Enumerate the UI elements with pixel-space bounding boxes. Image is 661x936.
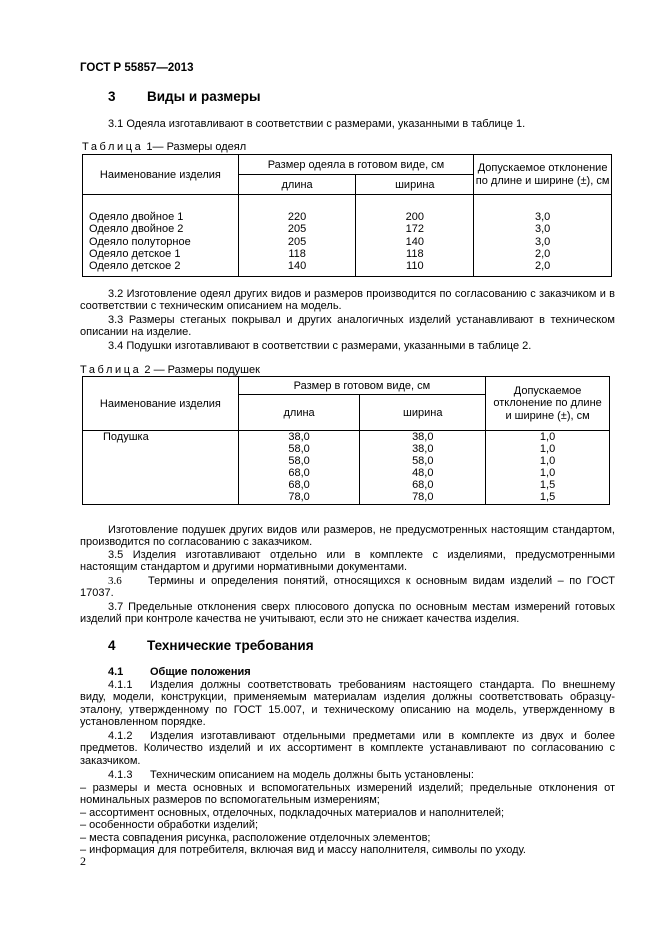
table-2-header-deviation: Допускаемое отклонение по длине и ширине (±), см <box>486 377 610 431</box>
table-cell: 78,0 <box>288 490 310 503</box>
table-2-deviations <box>486 431 610 505</box>
table-2-header-length: длина <box>238 395 360 431</box>
table-cell: 68,0 <box>288 478 310 491</box>
table-row: Одеяло двойное 1 <box>89 211 184 223</box>
list-item: – места совпадения рисунка, расположение отделочных элементов; <box>80 831 431 844</box>
table-2-pillows <box>82 376 610 505</box>
paragraph-4-1-2-text: Изделия изготавливают отдельными предметами или в комплекте из двух и более предметов. Количество изделий и их ассортимент в комплекте устанавливают по согласованию с заказчиком. <box>80 730 615 767</box>
section-4-title: Технические требования <box>147 638 314 653</box>
paragraph-3-6-text: Термины и определения понятий, относящихся к основным видам изделий – по ГОСТ 17037. <box>80 575 615 600</box>
paragraph-3-5: 3.5 Изделия изготавливают отдельно или в комплекте с изделиями, предусмотренными настоящим стандартом и другими нормативными документами. <box>80 549 615 574</box>
paragraph-4-1-1 <box>80 679 615 729</box>
table-cell: 38,0 <box>412 442 434 455</box>
paragraph-4-1-3-text: Техническим описанием на модель должны быть установлены: <box>150 769 474 781</box>
table-cell: 58,0 <box>288 442 310 455</box>
subsection-4-1-number: 4.1 <box>108 666 124 678</box>
table-cell: 118 <box>406 247 424 260</box>
table-1-caption-word: Таблица <box>82 141 144 153</box>
page-number: 2 <box>80 854 86 868</box>
table-cell: 140 <box>405 235 424 248</box>
table-row: Одеяло детское 1 <box>89 247 181 260</box>
paragraph-3-6-number: 3.6 <box>108 575 122 587</box>
paragraph-4-1-2-number: 4.1.2 <box>108 730 133 742</box>
table-row: Одеяло полуторное <box>89 235 191 248</box>
subsection-4-1-title: Общие положения <box>150 666 251 678</box>
list-item: – особенности обработки изделий; <box>80 819 259 832</box>
table-row: Одеяло детское 2 <box>89 260 181 273</box>
table-1-caption <box>82 141 246 153</box>
table-cell: 1,0 <box>539 454 556 467</box>
table-1-deviations <box>474 195 612 277</box>
paragraph-pillows-other: Изготовление подушек других видов или размеров, не предусмотренных настоящим стандартом, производится по согласованию с заказчиком. <box>80 524 615 549</box>
table-cell: 1,5 <box>539 478 556 491</box>
table-cell: 2,0 <box>534 247 551 260</box>
table-row: Одеяло двойное 2 <box>89 223 184 236</box>
table-1-caption-text: 1— Размеры одеял <box>146 141 247 153</box>
table-cell: 78,0 <box>412 490 434 503</box>
table-cell: 110 <box>406 260 424 273</box>
table-cell: 200 <box>405 211 424 223</box>
paragraph-4-1-3 <box>80 769 615 781</box>
table-cell: 68,0 <box>412 478 434 491</box>
table-1-header-size: Размер одеяла в готовом виде, см <box>238 155 473 175</box>
table-cell: 58,0 <box>412 454 434 467</box>
table-2-header-name: Наименование изделия <box>83 377 239 431</box>
table-cell: 1,0 <box>539 466 556 479</box>
table-cell: 205 <box>287 235 307 248</box>
table-cell: 3,0 <box>534 211 551 223</box>
table-2-caption-text: 2 — Размеры подушек <box>144 364 260 376</box>
table-cell: 118 <box>288 247 306 260</box>
table-2-header-size: Размер в готовом виде, см <box>238 377 485 395</box>
paragraph-3-1: 3.1 Одеяла изготавливают в соответствии с размерами, указанными в таблице 1. <box>108 118 526 130</box>
paragraph-3-6 <box>80 575 615 600</box>
table-cell: 48,0 <box>412 466 434 479</box>
section-3-title: Виды и размеры <box>147 89 261 104</box>
section-4-number: 4 <box>108 638 116 653</box>
table-1-header-deviation: Допускаемое отклонение по длине и ширине (±), см <box>474 155 612 195</box>
table-cell: 205 <box>287 223 307 236</box>
paragraph-3-4: 3.4 Подушки изготавливают в соответствии с размерами, указанными в таблице 2. <box>108 340 532 352</box>
paragraph-4-1-1-number: 4.1.1 <box>108 679 133 691</box>
table-1-header-width: ширина <box>356 175 474 195</box>
paragraph-3-7: 3.7 Предельные отклонения сверх плюсового допуска по основным местам измерений готовых изделий при контроле качества не учитывают, если это не снижает качества изделия. <box>80 601 615 626</box>
table-1-names <box>83 195 239 277</box>
table-1-header-name: Наименование изделия <box>83 155 239 195</box>
table-cell: 38,0 <box>288 431 310 443</box>
paragraph-4-1-3-number: 4.1.3 <box>108 769 133 781</box>
table-cell: 1,0 <box>539 442 556 455</box>
paragraph-3-2: 3.2 Изготовление одеял других видов и размеров производится по согласованию с заказчиком и в соответствии с техническим описанием на модель. <box>80 288 615 313</box>
list-item: – ассортимент основных, отделочных, подкладочных материалов и наполнителей; <box>80 806 505 819</box>
table-cell: 1,5 <box>539 490 556 503</box>
table-cell: 172 <box>405 223 424 236</box>
table-cell: 68,0 <box>288 466 310 479</box>
table-cell: 220 <box>287 211 307 223</box>
paragraph-4-1-1-text: Изделия должны соответствовать требованиям настоящего стандарта. По внешнему виду, модели, конструкции, применяемым материалам изделия должны соответствовать образцу-эталону, утвержденному по ГОСТ 15.007, и техническому описанию на модель, утвержденному в установленном порядке. <box>80 679 615 729</box>
list-item: – размеры и места основных и вспомогательных измерений изделий; предельные отклонения от номинальных размеров по вспомогательным измерениям; <box>80 782 615 807</box>
table-cell: 38,0 <box>412 431 434 443</box>
table-1-blankets <box>82 154 612 277</box>
table-1-widths <box>356 195 474 277</box>
table-2-widths <box>360 431 486 505</box>
table-1-lengths <box>238 195 356 277</box>
document-header: ГОСТ Р 55857—2013 <box>80 62 194 74</box>
table-cell: 3,0 <box>534 235 551 248</box>
table-2-header-width: ширина <box>360 395 486 431</box>
table-2-caption-word: Таблица <box>80 364 142 376</box>
table-1-header-length: длина <box>238 175 356 195</box>
requirements-list <box>80 782 615 856</box>
paragraph-3-3: 3.3 Размеры стеганых покрывал и других аналогичных изделий устанавливают в техническом описании на изделие. <box>80 314 615 339</box>
table-2-item: Подушка <box>83 431 239 505</box>
list-item: – информация для потребителя, включая вид и массу наполнителя, символы по уходу. <box>80 844 526 857</box>
table-2-lengths <box>238 431 360 505</box>
table-cell: 58,0 <box>288 454 310 467</box>
section-3-number: 3 <box>108 89 116 104</box>
table-cell: 2,0 <box>534 260 551 273</box>
table-cell: 1,0 <box>539 431 556 443</box>
table-cell: 140 <box>287 260 307 273</box>
paragraph-4-1-2 <box>80 730 615 767</box>
table-cell: 3,0 <box>534 223 551 236</box>
table-2-caption <box>80 364 260 376</box>
